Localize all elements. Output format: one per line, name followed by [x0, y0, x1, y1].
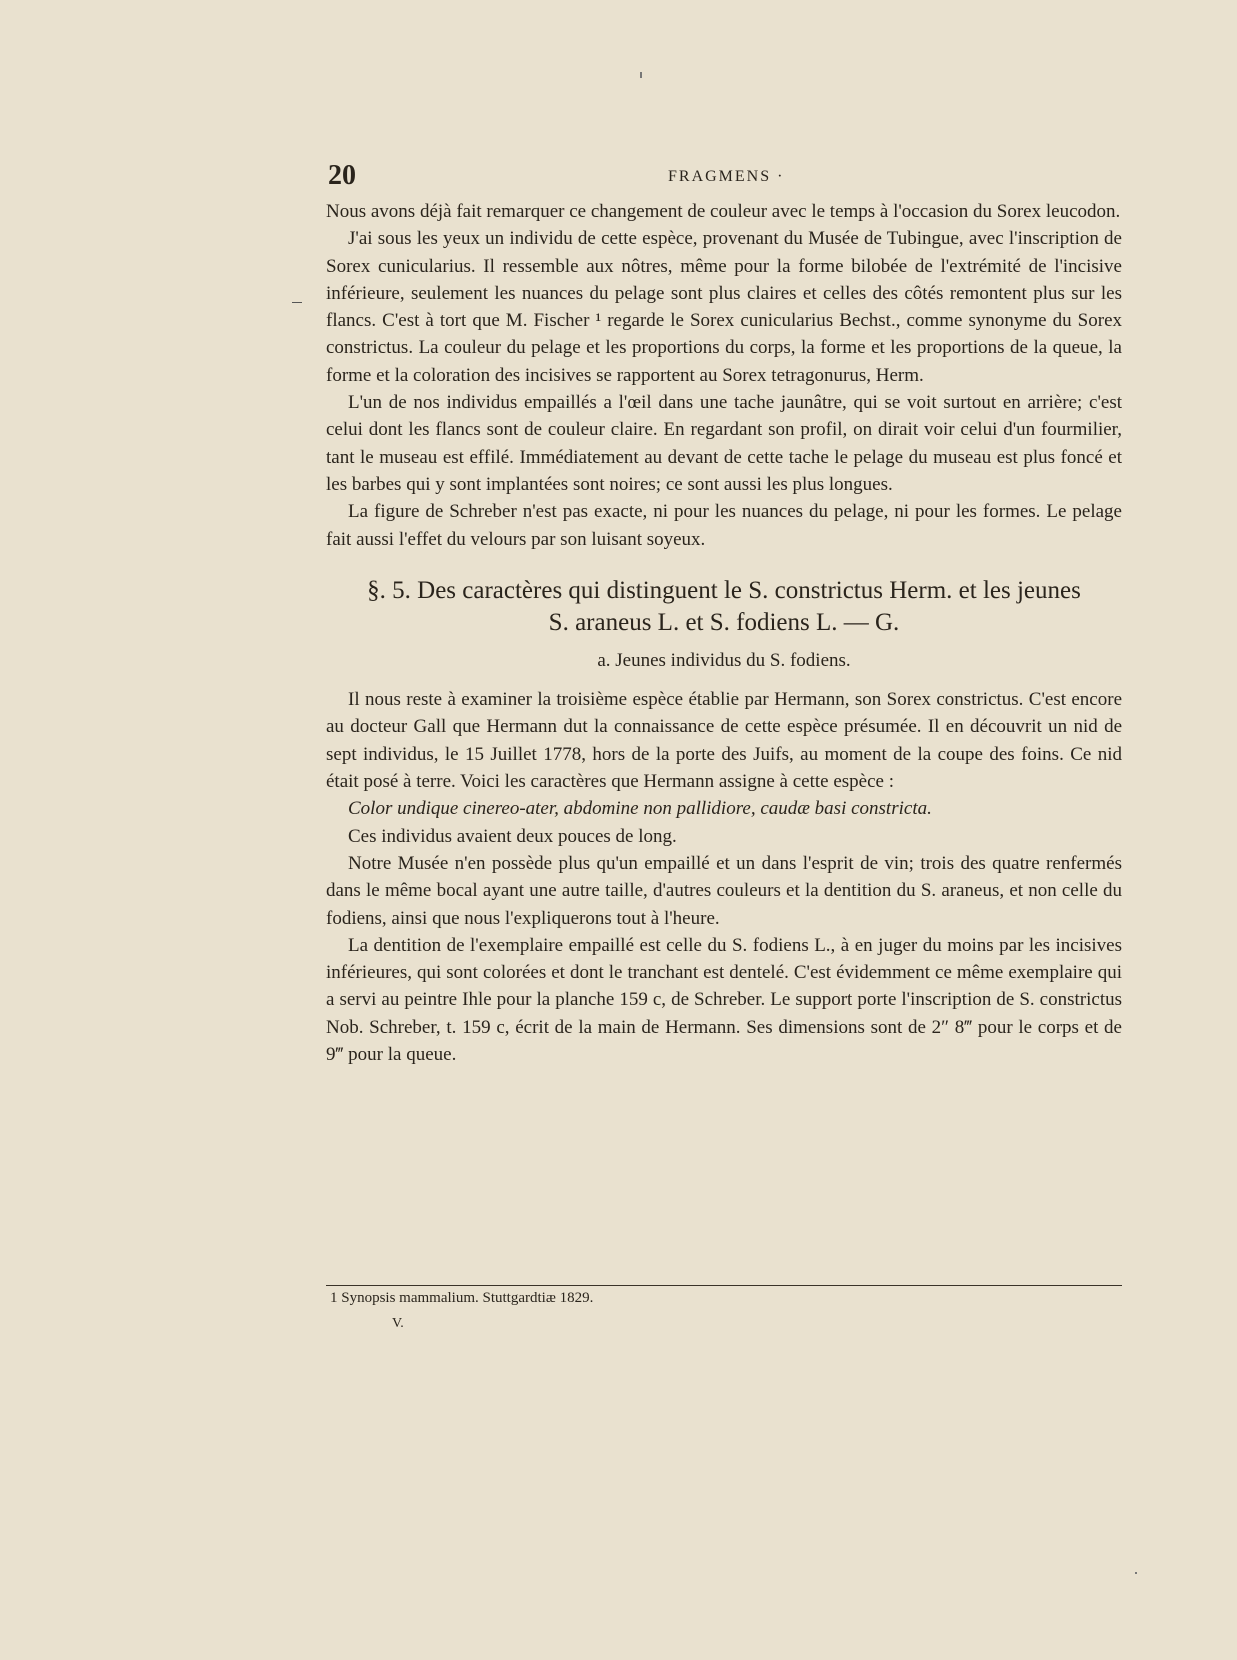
page-number: 20 — [328, 160, 356, 191]
paragraph: L'un de nos individus empaillés a l'œil dans une tache jaunâtre, qui se voit surtout en arrière; c'est celui dont les flancs sont de couleur claire. En regardant son profil, on dirait voir celui d'un fourmilier, tant le museau est effilé. Immédiatement au devant de cette tache le pelage du museau est plus foncé et les barbes qui y sont implantées sont noires; ce sont aussi les plus longues. — [326, 392, 1122, 495]
page-header — [328, 160, 1138, 190]
paragraph: Ces individus avaient deux pouces de long. — [348, 825, 677, 847]
ink-speck — [640, 72, 642, 78]
paragraph: La figure de Schreber n'est pas exacte, ni pour les nuances du pelage, ni pour les formes. Le pelage fait aussi l'effet du velours par son luisant soyeux. — [326, 501, 1122, 550]
section-heading-line: S. araneus L. et S. fodiens L. — G. — [548, 608, 900, 636]
section-heading — [326, 575, 1122, 639]
body-text — [326, 198, 1122, 1068]
signature-mark: V. — [392, 1316, 404, 1331]
paragraph: Nous avons déjà fait remarquer ce changement de couleur avec le temps à l'occasion du Sorex leucodon. — [326, 201, 1121, 222]
footnote: 1 Synopsis mammalium. Stuttgardtiæ 1829. — [330, 1290, 594, 1306]
sub-heading: a. Jeunes individus du S. fodiens. — [597, 649, 851, 671]
paragraph: Il nous reste à examiner la troisième espèce établie par Hermann, son Sorex constrictus. C'est encore au docteur Gall que Hermann dut la connaissance de cette espèce présumée. Il en découvrit un nid de sept individus, le 15 Juillet 1778, hors de la porte des Juifs, au moment de la coupe des foins. Ce nid était posé à terre. Voici les caractères que Hermann assigne à cette espèce : — [326, 689, 1122, 793]
section-heading-line: §. 5. Des caractères qui distinguent le S. constrictus Herm. et les jeunes — [367, 576, 1081, 604]
paragraph: J'ai sous les yeux un individu de cette espèce, provenant du Musée de Tubingue, avec l'inscription de Sorex cunicularius. Il ressemble aux nôtres, même pour la forme bilobée de l'extrémité de l'incisive inférieure, seulement les nuances du pelage sont plus claires et celles des côtés remontent plus sur les flancs. C'est à tort que M. Fischer ¹ regarde le Sorex cunicularius Bechst., comme synonyme du Sorex constrictus. La couleur du pelage et les proportions du corps, la forme et les proportions de la queue, la forme et la coloration des incisives se rapportent au Sorex tetragonurus, Herm. — [326, 228, 1122, 386]
paragraph: Notre Musée n'en possède plus qu'un empaillé et un dans l'esprit de vin; trois des quatre renfermés dans le même bocal ayant une autre taille, d'autres couleurs et la dentition du S. araneus, et non celle du fodiens, ainsi que nous l'expliquerons tout à l'heure. — [326, 852, 1122, 929]
latin-quotation: Color undique cinereo-ater, abdomine non pallidiore, caudæ basi constricta. — [348, 798, 932, 820]
margin-mark — [292, 302, 302, 303]
paragraph: La dentition de l'exemplaire empaillé est celle du S. fodiens L., à en juger du moins par les incisives inférieures, qui sont colorées et dont le tranchant est dentelé. C'est évidemment ce même exemplaire qui a servi au peintre Ihle pour la planche 159 c, de Schreber. Le support porte l'inscription de S. constrictus Nob. Schreber, t. 159 c, écrit de la main de Hermann. Ses dimensions sont de 2″ 8‴ pour le corps et de 9‴ pour la queue. — [326, 934, 1122, 1066]
running-title: FRAGMENS · — [668, 168, 785, 185]
ink-speck — [1135, 1572, 1137, 1574]
footnote-rule — [326, 1285, 1122, 1286]
